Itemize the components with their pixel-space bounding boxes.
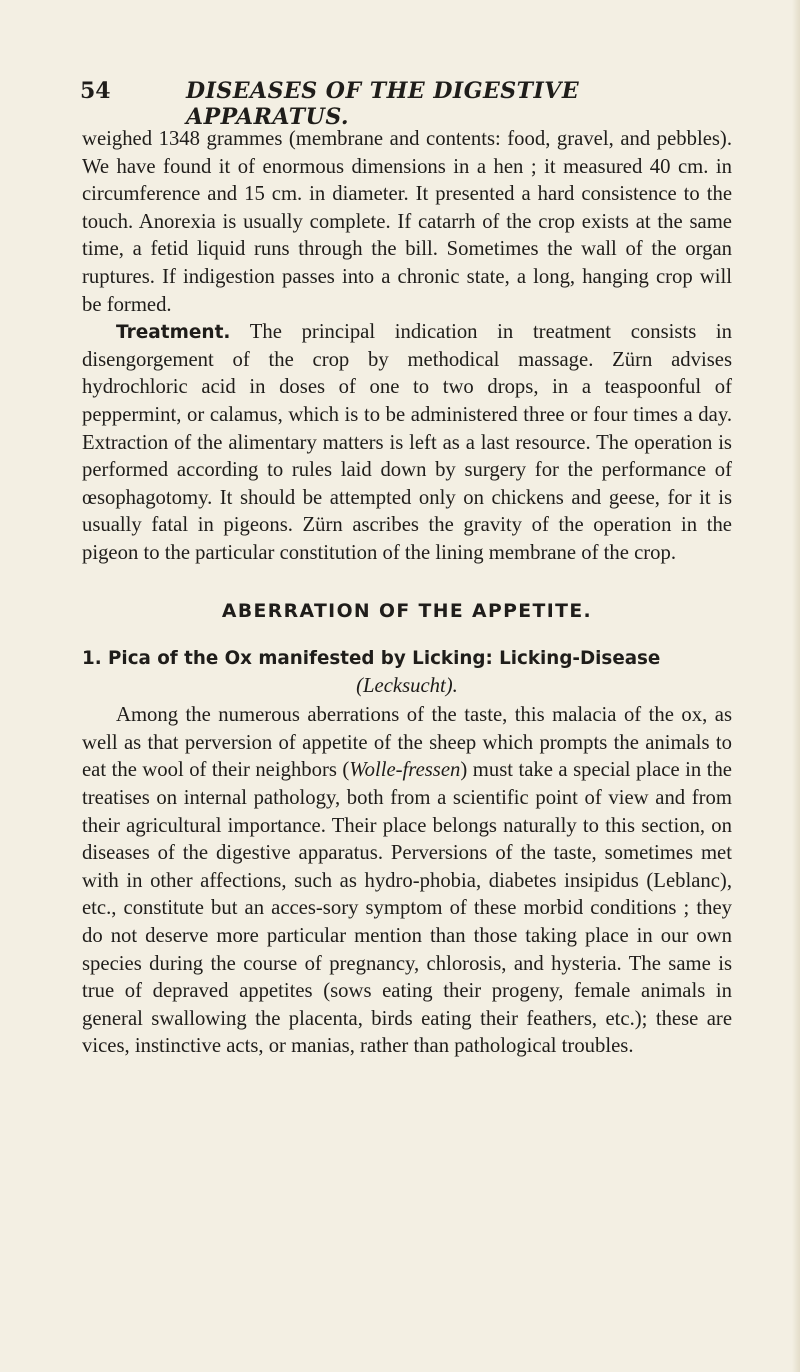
treatment-text: The principal indication in treatment consists in disengorgement of the crop by methodical massage. Zürn advises hydrochloric acid in doses of one to two drops, in a teaspoonful of peppermint, or calamus, which is to be administered three or four times a day. Extraction of the alimentary matters is left as a last resource. The operation is performed according to rules laid down by surgery for the performance of œsophagotomy. It should be attempted only on chickens and geese, for it is usually fatal in pigeons. Zürn ascribes the gravity of the operation in the pigeon to the particular constitution of the lining membrane of the crop. (82, 321, 732, 564)
body-text (82, 126, 732, 1061)
aberrations-text-start: Among the numerous aberrations of the taste, this malacia of the ox, as well as that perversion of appetite of the sheep which prompts the animals to eat the wool of their neighbors ( (82, 704, 732, 782)
paragraph-crop-description: weighed 1348 grammes (membrane and contents: food, gravel, and pebbles). We have found it of enormous dimensions in a hen ; it measured 40 cm. in circumference and 15 cm. in diameter. It presented a hard consistence to the touch. Anorexia is usually complete. If catarrh of the crop exists at the same time, a fetid liquid runs through the bill. Sometimes the wall of the organ ruptures. If indigestion passes into a chronic state, a long, hanging crop will be formed. (82, 128, 732, 316)
wollefressen-term: Wolle-fressen (349, 759, 461, 782)
subsection-heading-line1: 1. Pica of the Ox manifested by Licking: Licking-Disease (82, 648, 661, 670)
running-head: DISEASES OF THE DIGESTIVE APPARATUS. (186, 78, 580, 130)
section-heading: ABERRATION OF THE APPETITE. (221, 600, 593, 622)
paragraph-treatment (82, 319, 732, 567)
subsection-heading (82, 645, 732, 673)
subsection-heading-line2: (Lecksucht). (356, 674, 458, 697)
page-header (80, 78, 730, 130)
page-number: 54 (80, 78, 111, 104)
treatment-label: Treatment. (116, 322, 231, 344)
aberrations-text-end: ) must take a special place in the treatises on internal pathology, both from a scientific point of view and from their agricultural importance. Their place belongs naturally to this section, on diseases of the digestive apparatus. Perversions of the taste, sometimes met with in other affections, such as hydro-phobia, diabetes insipidus (Leblanc), etc., constitute but an acces-sory symptom of these morbid conditions ; they do not deserve more particular mention than those taking place in our own species during the course of pregnancy, chlorosis, and hysteria. The same is true of depraved appetites (sows eating their progeny, female animals in general swallowing the placenta, birds eating their feathers, etc.); these are vices, instinctive acts, or manias, rather than pathological troubles. (82, 759, 732, 1058)
page-edge-shadow (792, 0, 800, 1372)
paragraph-aberrations (82, 702, 732, 1061)
